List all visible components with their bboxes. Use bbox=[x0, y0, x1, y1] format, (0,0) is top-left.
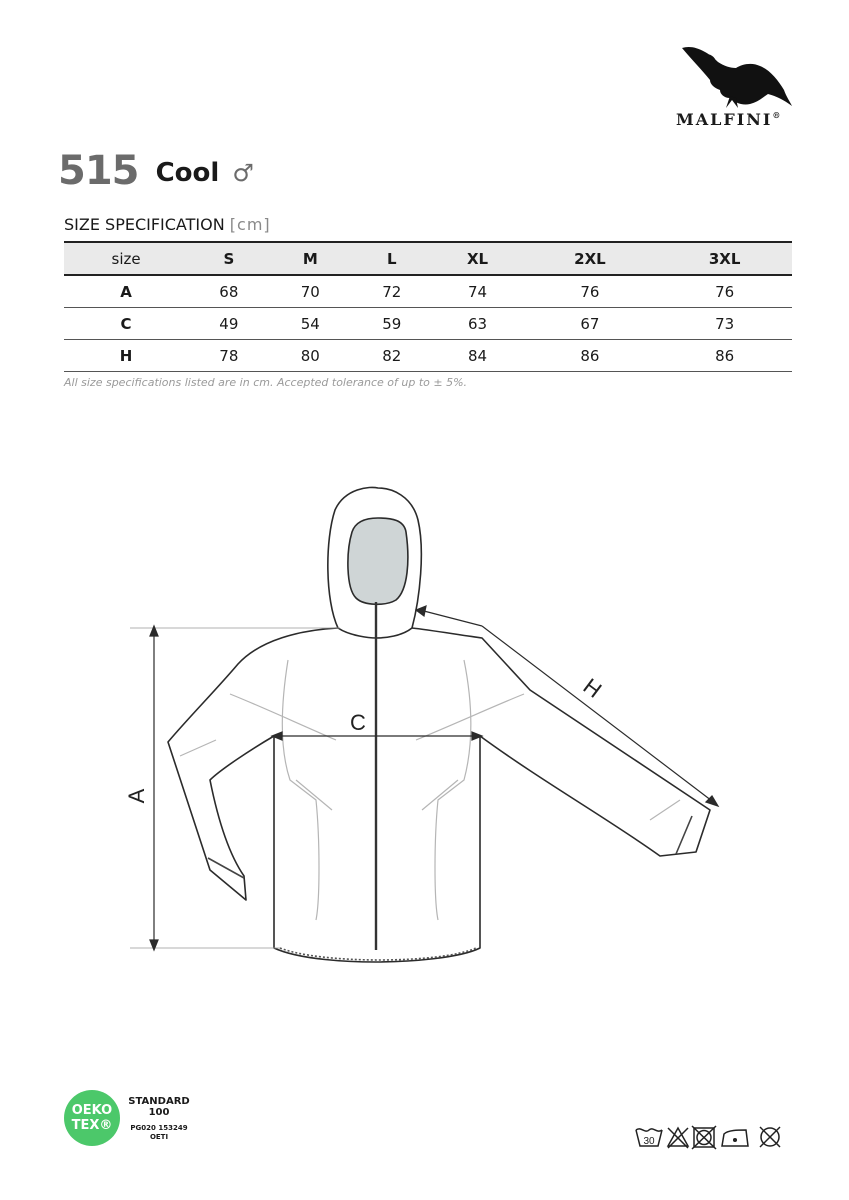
oeko-tex-logo: OEKO TEX® bbox=[64, 1090, 120, 1146]
spec-title: SIZE SPECIFICATION [cm] bbox=[64, 215, 271, 234]
brand-name: MALFINI® bbox=[676, 110, 781, 129]
row-label: H bbox=[119, 346, 133, 365]
eagle-icon bbox=[680, 40, 792, 108]
wash-30-icon bbox=[636, 1129, 662, 1147]
dim-label-c: C bbox=[350, 710, 366, 735]
table-row bbox=[64, 275, 792, 308]
table-cell: 86 bbox=[580, 346, 600, 365]
hood-opening bbox=[348, 518, 408, 604]
brand-logo bbox=[672, 40, 797, 135]
table-cell: 73 bbox=[715, 314, 735, 333]
row-label: A bbox=[120, 282, 132, 301]
table-cell: 82 bbox=[382, 346, 402, 365]
table-cell: 59 bbox=[382, 314, 402, 333]
col-header: 3XL bbox=[708, 249, 741, 268]
left-sleeve-outline bbox=[168, 628, 338, 900]
table-cell: 80 bbox=[300, 346, 320, 365]
table-cell: 68 bbox=[219, 282, 239, 301]
table-row bbox=[64, 308, 792, 340]
jacket-diagram bbox=[120, 480, 740, 980]
table-cell: 70 bbox=[300, 282, 320, 301]
table-cell: 72 bbox=[382, 282, 402, 301]
col-header: S bbox=[223, 249, 235, 268]
table-cell: 49 bbox=[219, 314, 239, 333]
col-header: 2XL bbox=[574, 249, 606, 268]
col-header: XL bbox=[466, 249, 489, 268]
col-header: L bbox=[386, 249, 397, 268]
svg-text:30: 30 bbox=[643, 1136, 655, 1147]
row-label: C bbox=[120, 314, 132, 333]
size-table bbox=[64, 241, 792, 372]
table-row bbox=[64, 340, 792, 372]
table-cell: 86 bbox=[715, 346, 735, 365]
tolerance-note: All size specifications listed are in cm. Accepted tolerance of up to ± 5%. bbox=[64, 376, 468, 389]
col-header: size bbox=[111, 249, 141, 268]
standard-label: STANDARD bbox=[128, 1096, 190, 1107]
dim-label-a: A bbox=[124, 788, 149, 804]
table-cell: 63 bbox=[468, 314, 488, 333]
col-header: M bbox=[302, 249, 318, 268]
table-cell: 74 bbox=[468, 282, 488, 301]
no-tumble-dry-icon bbox=[692, 1126, 716, 1149]
product-code: 515 bbox=[58, 148, 139, 194]
no-bleach-icon bbox=[668, 1128, 688, 1148]
table-cell: 84 bbox=[468, 346, 488, 365]
iron-low-icon bbox=[722, 1130, 748, 1146]
product-title bbox=[58, 148, 254, 194]
table-cell: 67 bbox=[580, 314, 600, 333]
no-dry-clean-icon bbox=[760, 1127, 780, 1147]
table-cell: 54 bbox=[300, 314, 320, 333]
table-cell: 76 bbox=[715, 282, 735, 301]
cert-institute: OETI bbox=[149, 1133, 169, 1141]
care-symbols bbox=[634, 1124, 788, 1150]
table-cell: 76 bbox=[580, 282, 600, 301]
product-name: Cool bbox=[155, 158, 220, 188]
table-cell: 78 bbox=[219, 346, 239, 365]
standard-number: 100 bbox=[148, 1107, 170, 1118]
dim-label-h: H bbox=[578, 673, 607, 703]
gender-icon: ♂ bbox=[232, 159, 254, 187]
spec-unit: [cm] bbox=[229, 215, 271, 234]
right-sleeve-outline bbox=[412, 628, 710, 856]
table-header-row bbox=[64, 242, 792, 275]
oeko-tex-badge bbox=[64, 1090, 190, 1146]
cert-code: PG020 153249 bbox=[130, 1124, 188, 1132]
